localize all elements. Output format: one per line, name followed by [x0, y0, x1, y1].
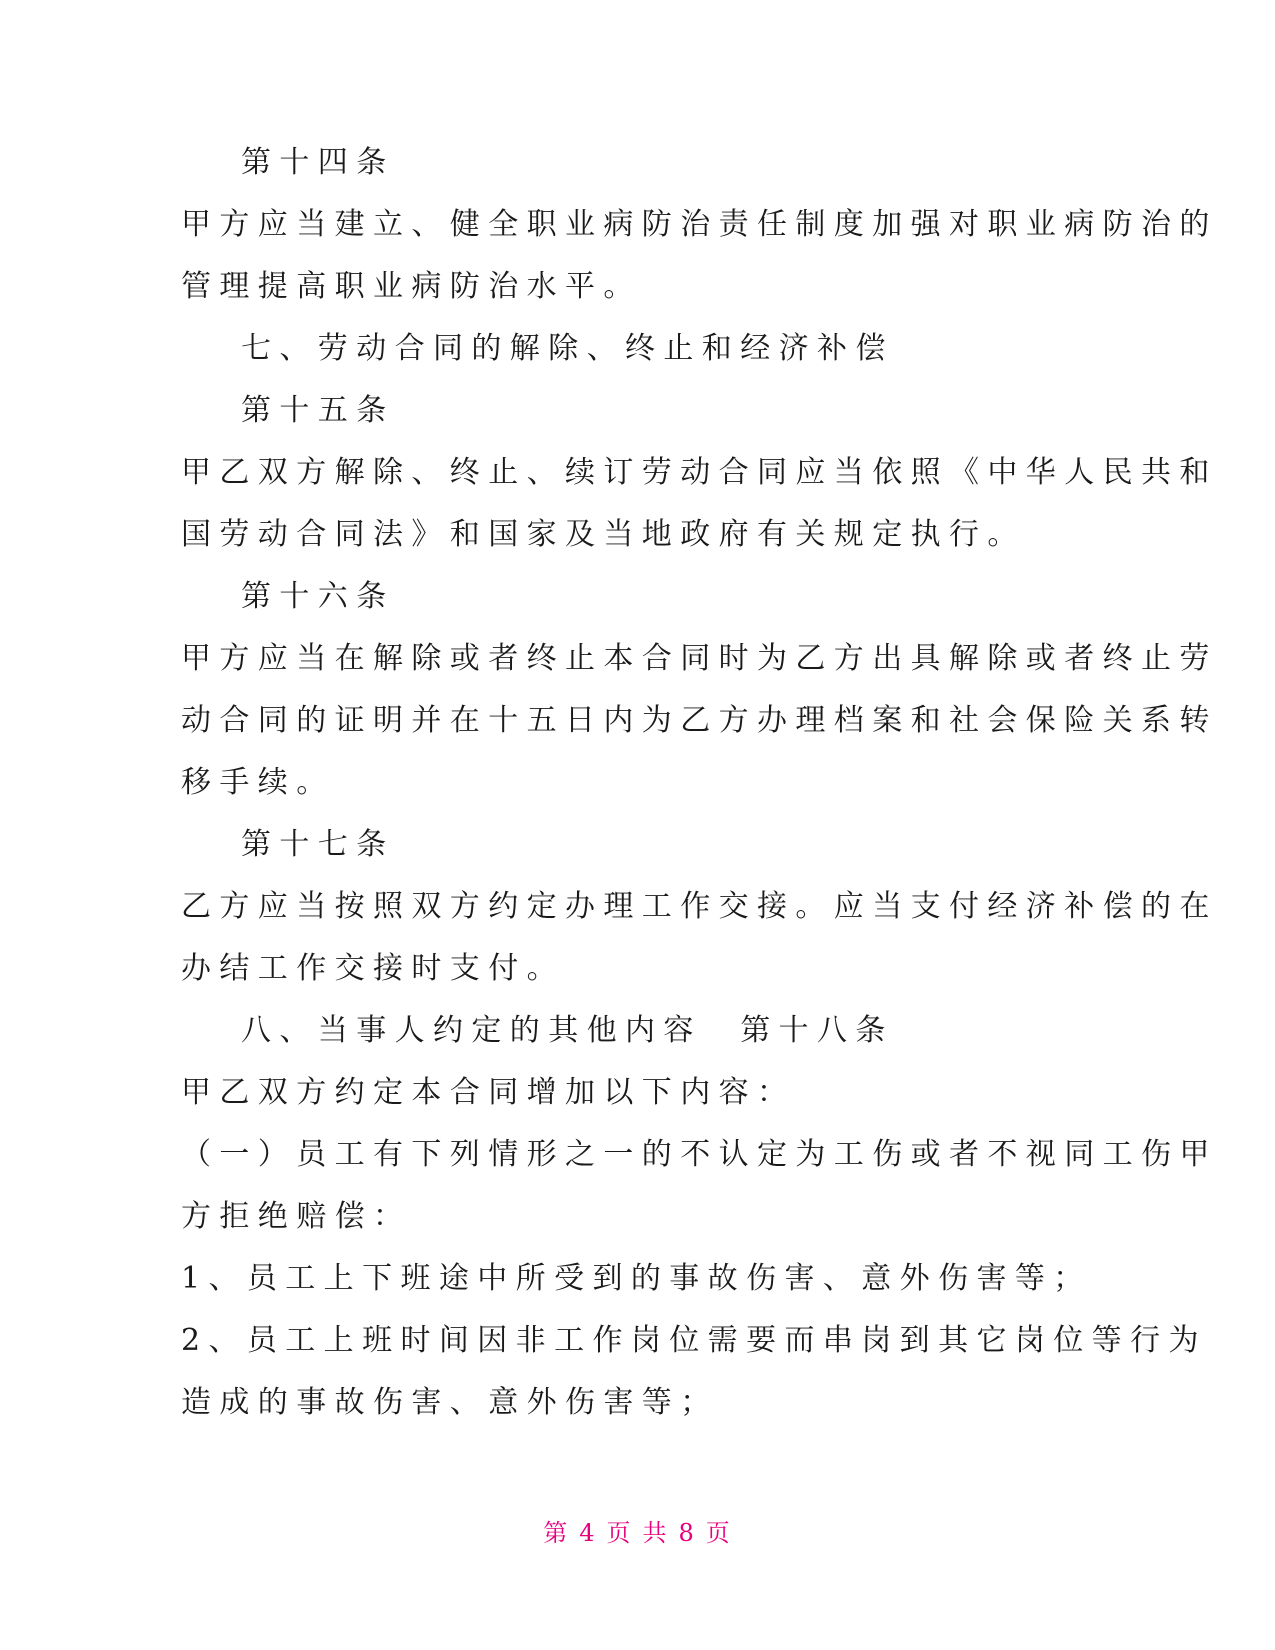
- body-line: 乙方应当按照双方约定办理工作交接。应当支付经济补偿的在: [181, 889, 1218, 924]
- body-line: 造成的事故伤害、意外伤害等；: [181, 1385, 719, 1420]
- body-line: 管理提高职业病防治水平。: [181, 269, 642, 304]
- article-heading-15: 第十五条: [241, 393, 395, 428]
- list-item: 2、员工上班时间因非工作岗位需要而串岗到其它岗位等行为: [181, 1323, 1207, 1358]
- section-heading-7: 七、劳动合同的解除、终止和经济补偿: [241, 331, 894, 366]
- footer-page-total: 8: [678, 1519, 696, 1547]
- article-heading-17: 第十七条: [241, 827, 395, 862]
- list-item: 1、员工上下班途中所受到的事故伤害、意外伤害等；: [181, 1261, 1092, 1296]
- body-line: 方拒绝赔偿：: [181, 1199, 412, 1234]
- body-line: 甲乙双方约定本合同增加以下内容：: [181, 1075, 796, 1110]
- body-line: 甲方应当建立、健全职业病防治责任制度加强对职业病防治的: [181, 207, 1218, 242]
- body-line: 甲乙双方解除、终止、续订劳动合同应当依照《中华人民共和: [181, 455, 1218, 490]
- section-heading-8: 八、当事人约定的其他内容 第十八条: [241, 1013, 894, 1048]
- footer-page-label: 第: [543, 1519, 570, 1547]
- body-line: 动合同的证明并在十五日内为乙方办理档案和社会保险关系转: [181, 703, 1218, 738]
- article-heading-14: 第十四条: [241, 145, 395, 180]
- footer-total-unit: 页: [705, 1519, 732, 1547]
- body-line: 移手续。: [181, 765, 335, 800]
- page-footer: [0, 1518, 1275, 1548]
- footer-page-current: 4: [579, 1519, 597, 1547]
- body-line: 甲方应当在解除或者终止本合同时为乙方出具解除或者终止劳: [181, 641, 1218, 676]
- body-line: （一）员工有下列情形之一的不认定为工伤或者不视同工伤甲: [181, 1137, 1218, 1172]
- article-heading-16: 第十六条: [241, 579, 395, 614]
- footer-total-label: 共: [642, 1519, 669, 1547]
- body-line: 办结工作交接时支付。: [181, 951, 565, 986]
- body-line: 国劳动合同法》和国家及当地政府有关规定执行。: [181, 517, 1026, 552]
- footer-page-unit: 页: [606, 1519, 633, 1547]
